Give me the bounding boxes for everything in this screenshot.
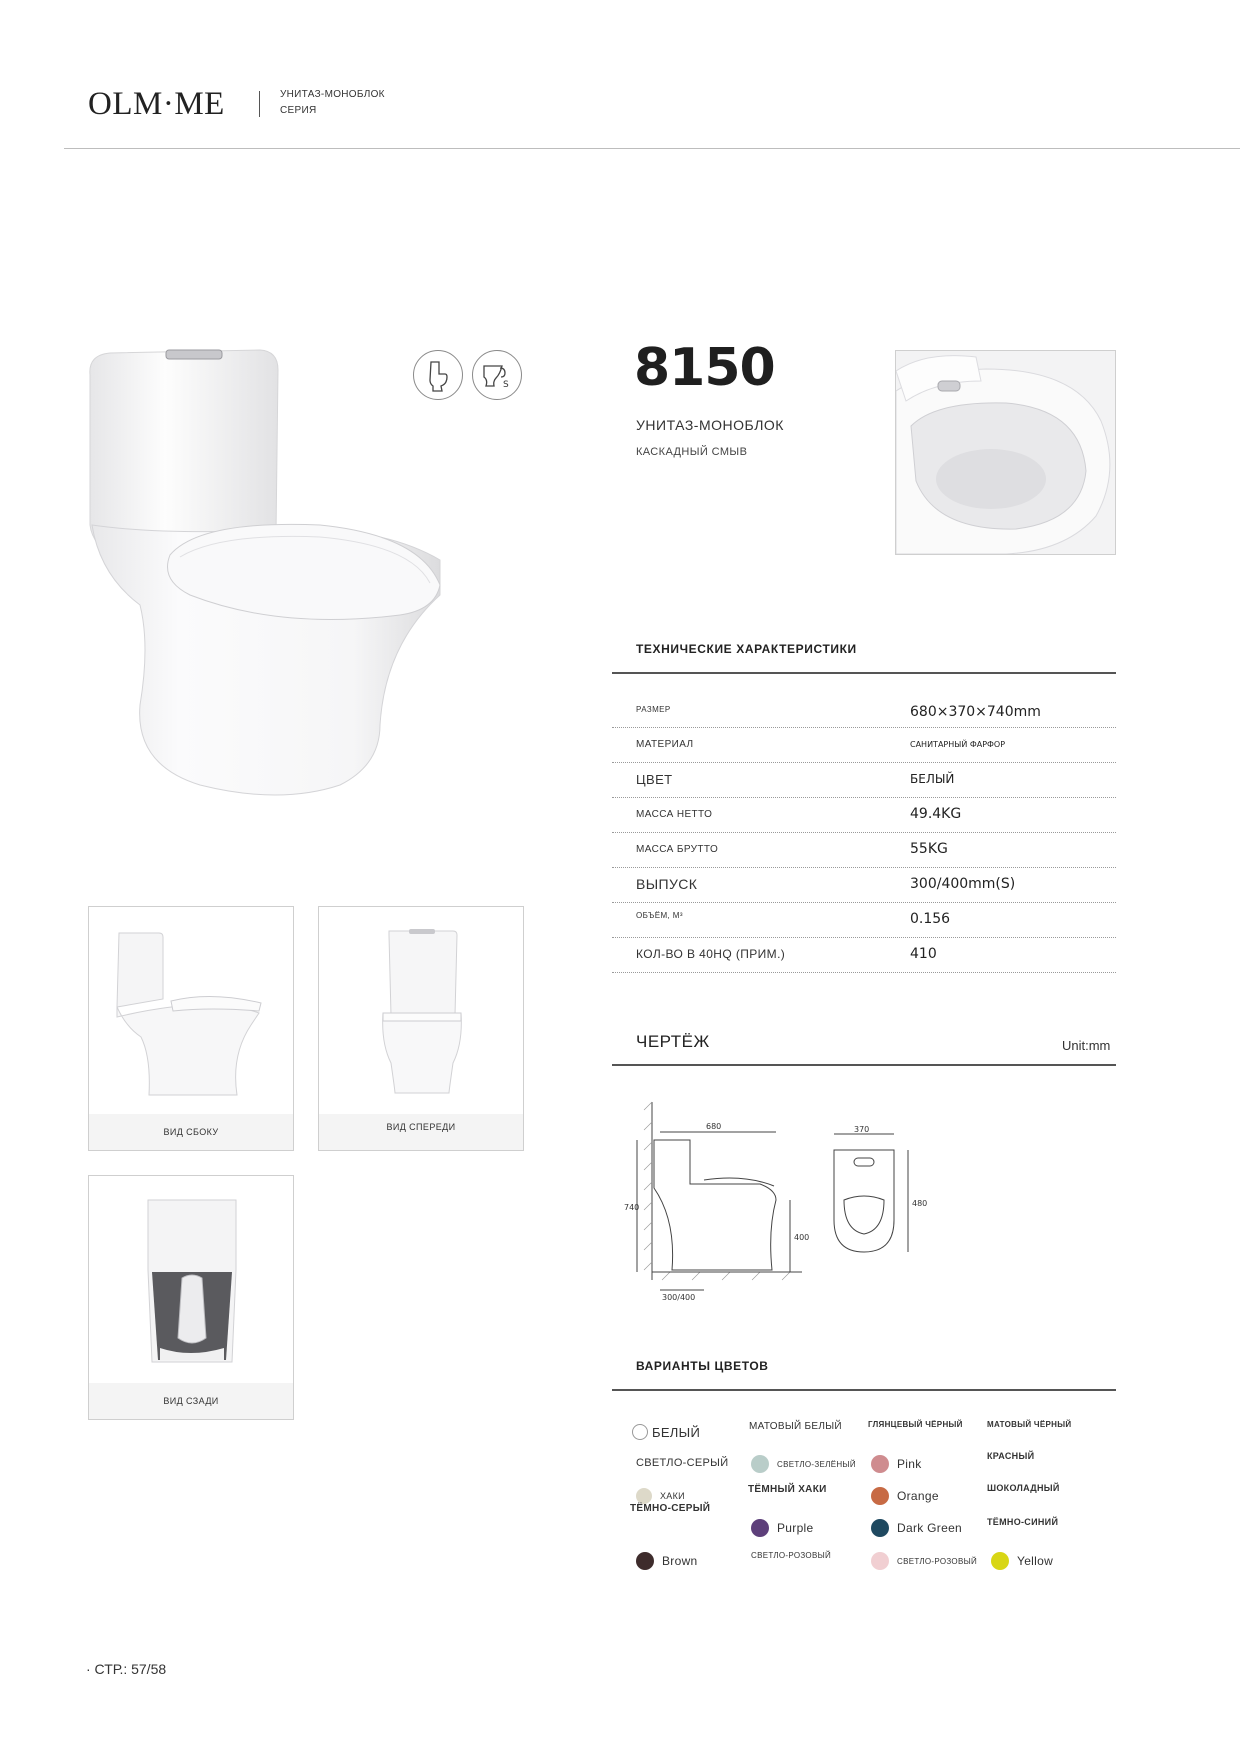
spec-value: САНИТАРНЫЙ ФАРФОР — [910, 740, 1006, 749]
model-number: 8150 — [634, 338, 775, 398]
color-label: СВЕТЛО-ЗЕЛЁНЫЙ — [777, 1459, 856, 1469]
spec-label: МАССА БРУТТО — [636, 844, 719, 855]
dim-outlet: 300/400 — [662, 1293, 696, 1302]
color-label: ШОКОЛАДНЫЙ — [987, 1483, 1060, 1493]
color-swatch — [632, 1424, 648, 1440]
drawing-rule — [612, 1064, 1116, 1066]
color-light-rose-b[interactable] — [871, 1550, 977, 1572]
dim-depth: 480 — [912, 1199, 928, 1208]
spec-label: МАССА НЕТТО — [636, 809, 713, 820]
color-label: СВЕТЛО-РОЗОВЫЙ — [897, 1556, 978, 1566]
thumb-front-caption: ВИД СПЕРЕДИ — [319, 1114, 523, 1150]
color-purple[interactable] — [751, 1517, 814, 1539]
spec-row-color — [612, 762, 1116, 798]
header-rule — [64, 148, 1240, 149]
spec-label: МАТЕРИАЛ — [636, 739, 694, 750]
s-trap-icon — [472, 350, 522, 400]
color-label: Brown — [662, 1554, 698, 1568]
spec-row-container-qty — [612, 937, 1116, 973]
spec-value: БЕЛЫЙ — [910, 772, 955, 786]
color-swatch — [871, 1552, 889, 1570]
color-swatch — [991, 1552, 1009, 1570]
dim-width: 370 — [854, 1125, 870, 1134]
color-light-grey[interactable] — [636, 1452, 728, 1474]
color-label: СВЕТЛО-РОЗОВЫЙ — [751, 1550, 832, 1560]
product-type: УНИТАЗ-МОНОБЛОК — [636, 417, 784, 433]
color-white[interactable] — [632, 1421, 700, 1443]
color-swatch — [871, 1519, 889, 1537]
color-label: СВЕТЛО-СЕРЫЙ — [636, 1457, 729, 1469]
dim-length: 680 — [706, 1122, 722, 1131]
spec-row-size — [612, 692, 1116, 728]
color-brown[interactable] — [636, 1550, 698, 1572]
spec-value: 0.156 — [910, 911, 951, 927]
color-swatch — [636, 1552, 654, 1570]
color-label: ТЁМНО-СИНИЙ — [987, 1517, 1059, 1527]
product-subtitle: КАСКАДНЫЙ СМЫВ — [636, 446, 748, 458]
spec-row-outlet — [612, 867, 1116, 903]
color-label: ТЁМНЫЙ ХАКИ — [748, 1483, 827, 1495]
thumb-front-view[interactable] — [318, 906, 524, 1151]
drawing-title: ЧЕРТЁЖ — [636, 1032, 710, 1051]
spec-value: 49.4KG — [910, 806, 962, 822]
spec-row-volume — [612, 902, 1116, 938]
spec-row-gross-weight — [612, 832, 1116, 868]
thumb-back-caption: ВИД СЗАДИ — [89, 1383, 293, 1419]
color-label: МАТОВЫЙ БЕЛЫЙ — [749, 1420, 842, 1432]
color-label: Purple — [777, 1521, 814, 1535]
color-pink[interactable] — [871, 1453, 922, 1475]
header-series-line1: УНИТАЗ-МОНОБЛОК — [280, 89, 385, 100]
color-swatch — [871, 1455, 889, 1473]
header-series-line2: СЕРИЯ — [280, 105, 317, 116]
color-matte-black[interactable] — [987, 1413, 1071, 1435]
color-light-rose-a[interactable] — [751, 1544, 831, 1566]
dim-height: 740 — [624, 1203, 640, 1212]
color-orange[interactable] — [871, 1485, 939, 1507]
spec-label: КОЛ-ВО В 40HQ (ПРИМ.) — [636, 947, 786, 961]
color-swatch — [751, 1519, 769, 1537]
thumb-back-view[interactable] — [88, 1175, 294, 1420]
color-chocolate[interactable] — [987, 1477, 1060, 1499]
spec-row-net-weight — [612, 797, 1116, 833]
color-label: ХАКИ — [660, 1491, 685, 1501]
color-label: МАТОВЫЙ ЧЁРНЫЙ — [987, 1419, 1072, 1429]
color-label: Yellow — [1017, 1554, 1054, 1568]
color-matte-white[interactable] — [749, 1415, 842, 1437]
thumb-side-view[interactable] — [88, 906, 294, 1151]
brand-logo: OLM·ME — [88, 86, 225, 122]
svg-text:S: S — [503, 380, 509, 390]
colors-rule — [612, 1389, 1116, 1391]
spec-label: РАЗМЕР — [636, 705, 671, 714]
spec-label: ЦВЕТ — [636, 772, 673, 787]
one-piece-toilet-icon — [413, 350, 463, 400]
color-light-green[interactable] — [751, 1453, 856, 1475]
specs-rule — [612, 672, 1116, 674]
color-label: Dark Green — [897, 1521, 963, 1535]
thumb-side-caption: ВИД СБОКУ — [89, 1114, 293, 1150]
spec-label: ВЫПУСК — [636, 876, 698, 892]
spec-label: ОБЪЁМ, М³ — [636, 911, 683, 920]
color-gloss-black[interactable] — [868, 1413, 963, 1435]
bowl-detail-image — [895, 350, 1116, 555]
color-label: Pink — [897, 1457, 922, 1471]
dim-outlet-height: 400 — [794, 1233, 810, 1242]
drawing-unit: Unit:mm — [1062, 1038, 1111, 1053]
colors-title: ВАРИАНТЫ ЦВЕТОВ — [636, 1359, 769, 1373]
spec-value: 55KG — [910, 841, 948, 857]
color-label: БЕЛЫЙ — [652, 1424, 701, 1440]
color-dark-khaki[interactable] — [748, 1478, 827, 1500]
color-yellow[interactable] — [991, 1550, 1053, 1572]
spec-row-material — [612, 727, 1116, 763]
color-swatch — [871, 1487, 889, 1505]
color-dark-green[interactable] — [871, 1517, 962, 1539]
color-dark-grey[interactable] — [630, 1497, 710, 1519]
technical-drawing — [612, 1090, 942, 1310]
product-main-image — [80, 345, 460, 825]
color-label: Orange — [897, 1489, 939, 1503]
color-swatch — [751, 1455, 769, 1473]
color-navy[interactable] — [987, 1511, 1058, 1533]
spec-value: 680×370×740mm — [910, 704, 1041, 720]
color-label: ГЛЯНЦЕВЫЙ ЧЁРНЫЙ — [868, 1419, 963, 1429]
spec-value: 410 — [910, 946, 937, 962]
spec-value: 300/400mm(S) — [910, 876, 1016, 892]
specs-title: ТЕХНИЧЕСКИЕ ХАРАКТЕРИСТИКИ — [636, 642, 857, 656]
color-label: КРАСНЫЙ — [987, 1451, 1035, 1461]
color-label: ТЁМНО-СЕРЫЙ — [630, 1502, 711, 1514]
page-number: · СТР.: 57/58 — [86, 1661, 167, 1677]
color-red[interactable] — [987, 1445, 1034, 1467]
header-divider — [259, 91, 260, 117]
